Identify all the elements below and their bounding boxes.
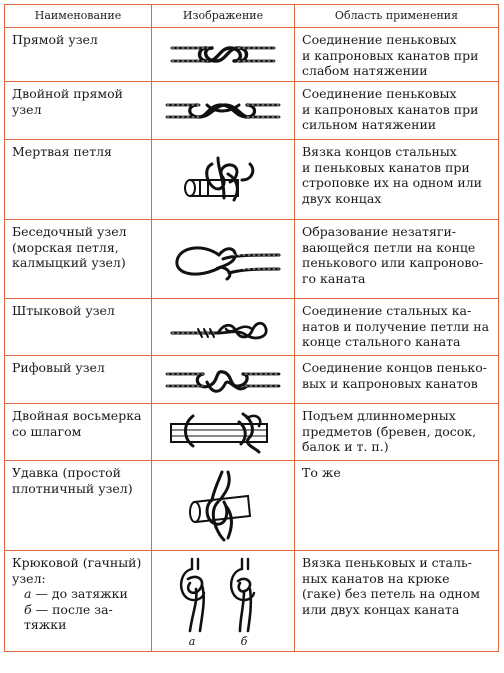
knot-usage-cell	[295, 461, 499, 551]
knot-name-line: Мертвая петля	[12, 144, 112, 159]
knot-name-line: Двойная восьмерка	[12, 408, 142, 423]
knot-image-cell	[152, 299, 295, 356]
subitem-text: — до затяжки	[31, 586, 128, 601]
header-name: Наименование	[5, 5, 152, 28]
knot-name-cell	[5, 140, 152, 220]
knot-usage-cell	[295, 140, 499, 220]
knot-name-line: Штыковой узел	[12, 303, 115, 318]
usage-line: Вязка концов стальных	[302, 144, 457, 159]
usage-line: вающейся петли на конце	[302, 239, 476, 255]
table-row	[5, 461, 499, 551]
knot-name-line: Крюковой (гачный)	[12, 555, 142, 570]
table-header-row	[5, 5, 499, 28]
usage-line: Образование незатяги-	[302, 224, 456, 239]
knot-image-cell	[152, 356, 295, 404]
square-knot-icon	[168, 37, 278, 73]
knot-name-line: Двойной прямой	[12, 86, 124, 101]
knot-name-line: Рифовый узел	[12, 360, 105, 375]
knot-usage-cell	[295, 551, 499, 652]
knot-name-cell	[5, 28, 152, 82]
header-image: Изображение	[152, 5, 295, 28]
usage-line: То же	[302, 465, 341, 480]
usage-line: Соединение пеньковых	[302, 32, 457, 47]
usage-line: и пеньковых канатов при	[302, 159, 470, 175]
table-row	[5, 82, 499, 140]
knot-name-line: узел:	[12, 570, 46, 586]
knot-name-line: со шлагом	[12, 423, 82, 439]
knot-name-cell	[5, 356, 152, 404]
knot-usage-cell	[295, 220, 499, 299]
knot-name-line: плотничный узел)	[12, 480, 133, 496]
hook-subitem-b	[12, 602, 145, 618]
usage-line: двух концах	[302, 190, 382, 206]
usage-line: и капроновых канатов при	[302, 47, 479, 63]
table-row	[5, 220, 499, 299]
usage-line: или двух концах каната	[302, 601, 460, 617]
reef-knot-icon	[163, 362, 283, 398]
knot-name-line: (морская петля,	[12, 239, 119, 255]
knot-usage-cell	[295, 299, 499, 356]
knot-image-cell	[152, 82, 295, 140]
subitem-letter: б	[24, 601, 32, 617]
knot-name-line: узел	[12, 101, 42, 117]
usage-line: ных канатов на крюке	[302, 570, 450, 586]
table-row	[5, 356, 499, 404]
knot-name-line: Беседочный узел	[12, 224, 127, 239]
double-figure-eight-icon	[163, 408, 283, 456]
usage-line: го каната	[302, 270, 366, 286]
timber-hitch-icon	[178, 150, 268, 210]
header-usage: Область применения	[295, 5, 499, 28]
subitem-text: — после за-	[31, 601, 113, 617]
usage-line: Соединение стальных ка-	[302, 303, 472, 318]
usage-line: Вязка пеньковых и сталь-	[302, 555, 472, 570]
usage-line: строповке их на одном или	[302, 175, 483, 190]
knots-table-wrapper	[4, 4, 498, 652]
table-row	[5, 299, 499, 356]
hook-hitch-icon	[168, 555, 278, 647]
knot-name-cell	[5, 220, 152, 299]
knot-image-cell	[152, 28, 295, 82]
usage-line: (гаке) без петель на одном	[302, 586, 480, 601]
table-row	[5, 551, 499, 652]
table-row	[5, 140, 499, 220]
knot-name-cell	[5, 551, 152, 652]
table-row	[5, 404, 499, 461]
knot-image-cell	[152, 140, 295, 220]
knot-image-cell	[152, 551, 295, 652]
usage-line: балок и т. п.)	[302, 439, 389, 454]
hook-label-b: б	[240, 635, 248, 647]
knot-usage-cell	[295, 404, 499, 461]
knot-usage-cell	[295, 82, 499, 140]
usage-line: предметов (бревен, досок,	[302, 423, 477, 439]
knot-name-line: Прямой узел	[12, 32, 98, 47]
double-square-knot-icon	[163, 93, 283, 129]
subitem-text: тяжки	[24, 617, 67, 632]
usage-line: и капроновых канатов при	[302, 101, 479, 117]
knot-usage-cell	[295, 28, 499, 82]
usage-line: слабом натяжении	[302, 63, 428, 78]
knot-name-cell	[5, 82, 152, 140]
knot-name-cell	[5, 461, 152, 551]
usage-line: пенькового или капроново-	[302, 255, 484, 270]
table-row	[5, 28, 499, 82]
knot-name-cell	[5, 404, 152, 461]
knot-name-line: Удавка (простой	[12, 465, 121, 480]
usage-line: Соединение концов пенько-	[302, 360, 487, 375]
knot-image-cell	[152, 404, 295, 461]
hook-label-a: а	[188, 635, 196, 647]
killick-hitch-icon	[178, 466, 268, 546]
subitem-letter: а	[24, 586, 32, 601]
knots-table	[4, 4, 499, 652]
knot-name-line: калмыцкий узел)	[12, 255, 126, 270]
usage-line: сильном натяжении	[302, 117, 437, 132]
usage-line: Соединение пеньковых	[302, 86, 457, 101]
usage-line: конце стального каната	[302, 334, 461, 349]
knot-name-cell	[5, 299, 152, 356]
hook-subitem-a	[12, 586, 145, 602]
usage-line: вых и капроновых канатов	[302, 375, 478, 391]
usage-line: натов и получение петли на	[302, 318, 490, 334]
bayonet-knot-icon	[168, 307, 278, 347]
bowline-icon	[163, 229, 283, 289]
knot-image-cell	[152, 461, 295, 551]
knot-image-cell	[152, 220, 295, 299]
usage-line: Подъем длинномерных	[302, 408, 456, 423]
knot-usage-cell	[295, 356, 499, 404]
hook-subitem-b-cont	[12, 617, 145, 633]
